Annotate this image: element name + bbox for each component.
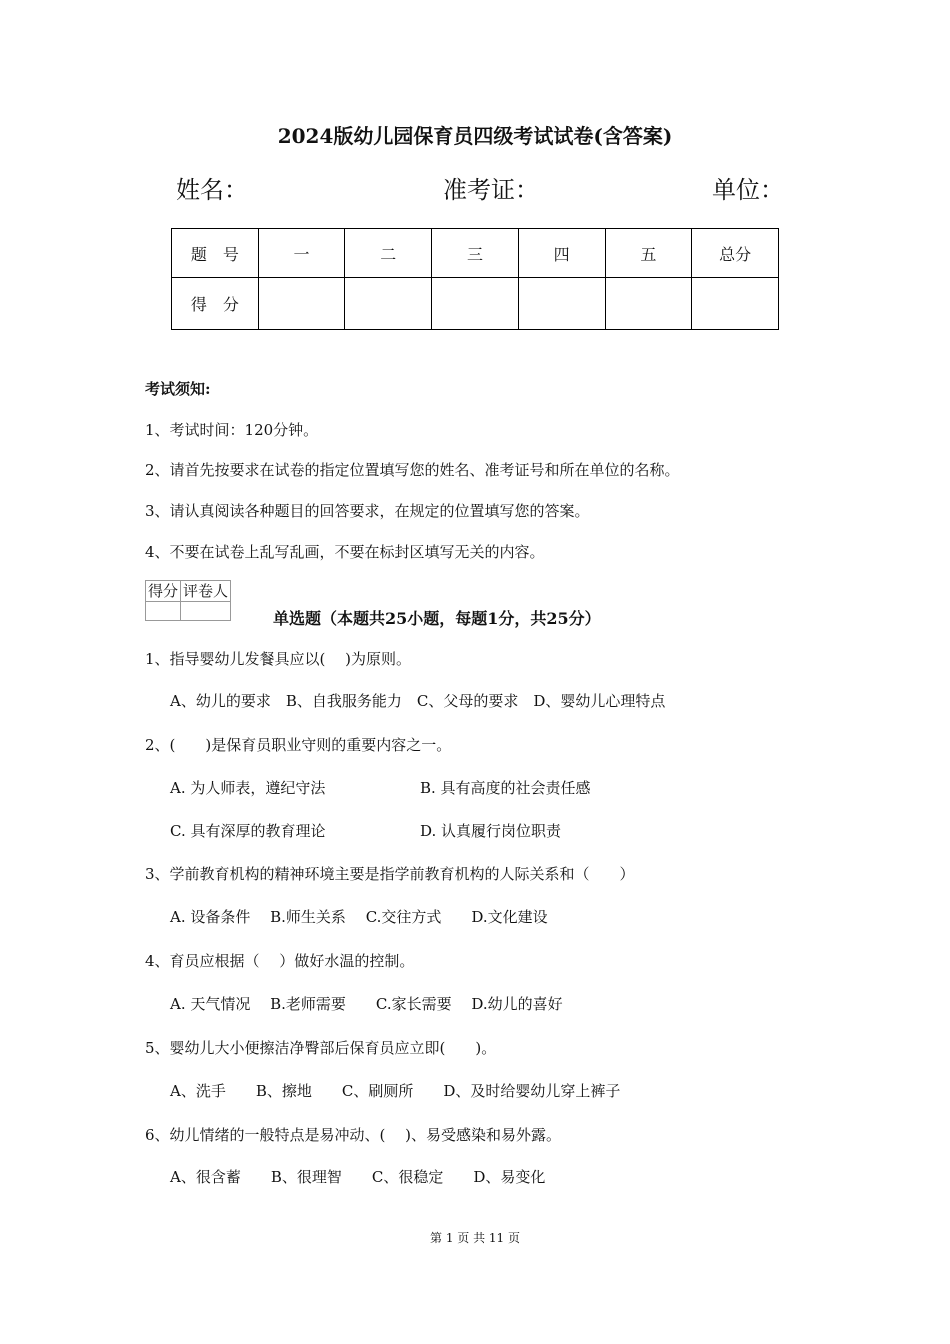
- question-options: A、洗手 B、擦地 C、刷厕所 D、及时给婴幼儿穿上裤子: [170, 1082, 621, 1100]
- notice-item: 3、请认真阅读各种题目的回答要求，在规定的位置填写您的答案。: [145, 502, 590, 520]
- question-option: C. 具有深厚的教育理论: [170, 822, 326, 840]
- score-table-cell: 得 分: [172, 278, 259, 330]
- score-table-cell: 四: [518, 229, 605, 278]
- question-option: B. 具有高度的社会责任感: [420, 779, 591, 797]
- question-text: 5、婴幼儿大小便擦洁净臀部后保育员应立即( )。: [145, 1039, 497, 1057]
- question-options: A. 天气情况 B.老师需要 C.家长需要 D.幼儿的喜好: [170, 995, 563, 1013]
- score-input-cell[interactable]: [518, 278, 605, 330]
- question-option: D. 认真履行岗位职责: [420, 822, 562, 840]
- question-text: 2、( )是保育员职业守则的重要内容之一。: [145, 736, 452, 754]
- question-option: A. 为人师表，遵纪守法: [170, 779, 326, 797]
- notice-item: 2、请首先按要求在试卷的指定位置填写您的姓名、准考证号和所在单位的名称。: [145, 461, 680, 479]
- grader-name-cell[interactable]: [181, 602, 231, 621]
- exam-id-label: 准考证：: [443, 176, 539, 204]
- notice-title: 考试须知:: [145, 380, 211, 398]
- score-input-cell[interactable]: [345, 278, 432, 330]
- score-input-cell[interactable]: [258, 278, 345, 330]
- grader-score-label: 得分: [146, 581, 181, 602]
- question-options: A、幼儿的要求 B、自我服务能力 C、父母的要求 D、婴幼儿心理特点: [170, 692, 666, 710]
- question-options: A. 设备条件 B.师生关系 C.交往方式 D.文化建设: [170, 908, 548, 926]
- score-table-score-row: [172, 278, 779, 330]
- score-input-cell[interactable]: [605, 278, 692, 330]
- page-footer: 第 1 页 共 11 页: [430, 1231, 520, 1245]
- grader-score-cell[interactable]: [146, 602, 181, 621]
- score-table-cell: 五: [605, 229, 692, 278]
- question-text: 4、育员应根据（ ）做好水温的控制。: [145, 952, 415, 970]
- score-input-cell[interactable]: [692, 278, 779, 330]
- section-title: 单选题（本题共25小题，每题1分，共25分）: [273, 609, 601, 628]
- score-table-cell: 一: [258, 229, 345, 278]
- unit-label: 单位：: [712, 176, 784, 204]
- question-text: 3、学前教育机构的精神环境主要是指学前教育机构的人际关系和（ ）: [145, 865, 635, 883]
- score-input-cell[interactable]: [432, 278, 519, 330]
- question-options: A、很含蓄 B、很理智 C、很稳定 D、易变化: [170, 1168, 546, 1186]
- grader-box: [145, 580, 231, 621]
- notice-item: 4、不要在试卷上乱写乱画，不要在标封区填写无关的内容。: [145, 543, 545, 561]
- grader-name-label: 评卷人: [181, 581, 231, 602]
- question-text: 1、指导婴幼儿发餐具应以( )为原则。: [145, 650, 412, 668]
- score-table: [171, 228, 779, 330]
- notice-item: 1、考试时间：120分钟。: [145, 421, 319, 439]
- page-title: 2024版幼儿园保育员四级考试试卷(含答案): [277, 124, 673, 148]
- score-table-cell: 题 号: [172, 229, 259, 278]
- name-label: 姓名：: [176, 176, 248, 204]
- score-table-cell: 总分: [692, 229, 779, 278]
- question-text: 6、幼儿情绪的一般特点是易冲动、( )、易受感染和易外露。: [145, 1126, 562, 1144]
- score-table-header-row: [172, 229, 779, 278]
- score-table-cell: 三: [432, 229, 519, 278]
- score-table-cell: 二: [345, 229, 432, 278]
